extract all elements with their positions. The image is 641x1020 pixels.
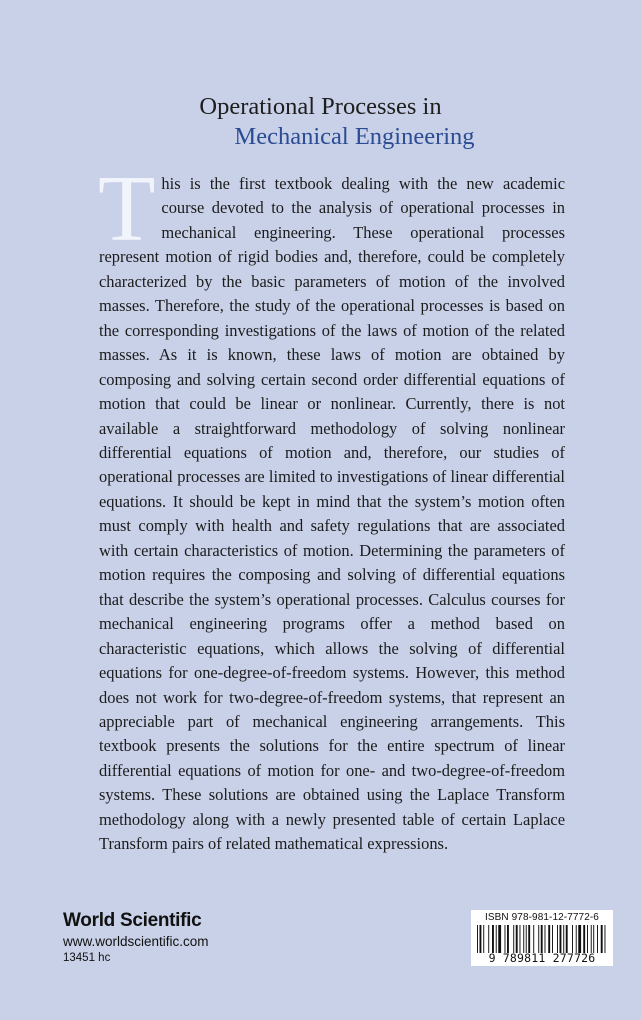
barcode-bar <box>548 925 550 953</box>
isbn-label: ISBN 978-981-12-7772-6 <box>485 912 599 923</box>
book-title <box>0 92 641 152</box>
product-code: 13451 hc <box>63 952 111 964</box>
barcode-bar <box>587 925 588 953</box>
barcode-bar <box>597 925 598 953</box>
barcode-bar <box>563 925 564 953</box>
drop-cap-letter: T <box>98 157 156 261</box>
description-text: his is the first textbook dealing with the new academic course devoted to the analysis of operational processes in mechanical engineering. These operational processes represent motion of rigid bodies and, therefore, could be completely characterized by the basic parameters of motion of the involved masses. Therefore, the study of the operational processes is based on the corresponding investigations of the laws of motion of the related masses. As it is known, these laws of motion are obtained by composing and solving certain second order differential equations of motion that could be linear or nonlinear. Currently, there is not available a straightforward methodology of solving nonlinear differential equations of motion and, therefore, our studies of operational processes are limited to investigations of linear differential equations. It should be kept in mind that the system’s motion often must comply with health and safety regulations that are associated with certain characteristics of motion. Determining the parameters of motion requires the composing and solving of differential equations that describe the system’s operational processes. Calculus courses for mechanical engineering programs offer a method based on characteristic equations, which allows the solving of differential equations for one-degree-of-freedom systems. However, this method does not work for two-degree-of-freedom systems, that represent an appreciable part of mechanical engineering arrangements. This textbook presents the solutions for the entire spectrum of linear differential equations of motion for one- and two-degree-of-freedom systems. These solutions are obtained using the Laplace Transform methodology along with a newly presented table of certain Laplace Transform pairs of related mathematical expressions. <box>99 174 565 854</box>
title-line-1: Operational Processes in <box>199 93 442 120</box>
barcode-bar <box>601 925 603 953</box>
barcode-bar <box>576 925 577 953</box>
ean-digits: 9 789811 277726 <box>488 951 596 965</box>
barcode-bar <box>492 925 494 953</box>
barcode-bar <box>566 925 568 953</box>
barcode-bar <box>557 925 558 953</box>
barcode-bar <box>507 925 509 953</box>
barcode-bar <box>605 925 606 953</box>
barcode-bar <box>505 925 506 953</box>
title-line-2: Mechanical Engineering <box>234 123 475 150</box>
barcode-bar <box>477 925 478 953</box>
barcode-bar <box>560 925 562 953</box>
barcode-bar <box>593 925 594 953</box>
barcode-bar <box>533 925 534 953</box>
publisher-block <box>63 909 209 966</box>
barcode-bar <box>545 925 546 953</box>
barcode-bar <box>552 925 553 953</box>
barcode-bar <box>528 925 530 953</box>
barcode-bar <box>480 925 482 953</box>
barcode-bar <box>516 925 518 953</box>
publisher-name: World Scientific <box>63 910 202 931</box>
book-description <box>98 157 565 857</box>
isbn-barcode <box>471 910 613 966</box>
barcode-bar <box>583 925 585 953</box>
barcode-bar <box>526 925 527 953</box>
barcode-bar <box>520 925 521 953</box>
publisher-url: www.worldscientific.com <box>63 934 209 949</box>
barcode-bar <box>488 925 489 953</box>
barcode-bar <box>541 925 543 953</box>
barcode-bar <box>538 925 539 953</box>
barcode-bar <box>578 925 581 953</box>
barcode-bar <box>498 925 501 953</box>
barcode-bar <box>523 925 524 953</box>
barcode-bars <box>477 925 607 953</box>
barcode-bar <box>572 925 573 953</box>
barcode-bar <box>513 925 514 953</box>
barcode-bar <box>483 925 484 953</box>
barcode-bar <box>591 925 592 953</box>
barcode-bar <box>496 925 497 953</box>
